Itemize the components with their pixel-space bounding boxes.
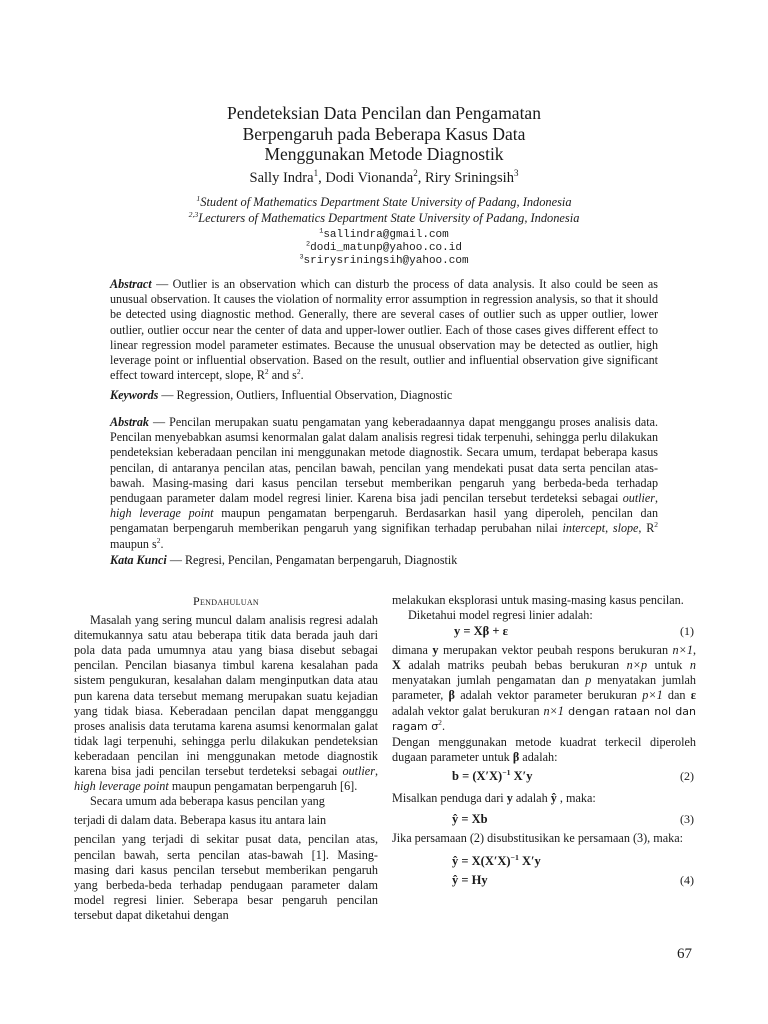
abstrak-label: Abstrak bbox=[110, 415, 149, 429]
kata-kunci-label: Kata Kunci bbox=[110, 553, 167, 567]
superscript: 2 bbox=[156, 535, 161, 545]
abstrak-text: , bbox=[654, 491, 658, 506]
math-bold: y bbox=[506, 790, 513, 805]
paragraph-text: adalah bbox=[512, 790, 551, 805]
equation-3 bbox=[392, 812, 696, 830]
superscript: 2 bbox=[654, 520, 659, 530]
paragraph bbox=[392, 735, 696, 765]
math-italic: n×1 bbox=[672, 643, 693, 658]
math-bold: y bbox=[432, 643, 439, 658]
abstrak-text: maupun s bbox=[110, 536, 157, 551]
equation-number: (2) bbox=[680, 768, 694, 783]
abstract-text: — Outlier is an observation which can disturb the process of data analysis. It also could be seen as unusual observation. It causes the violation of normality error assumption in regression analysis, so that it should be detected using diagnostic method. Generally, there are several cases of outlier such as upper outlier, lower outlier, outlier occur near the center of data and upper-lower outlier. Each of those cases gives different effect to linear regression model parameter estimates. Because the unusual observation may be detected as outlier, high leverage point or influential observation. Based on the result, outlier and influential observation give significant effect toward intercept, slope, R bbox=[110, 277, 658, 383]
paragraph-text: menyatakan jumlah pengamatan dan bbox=[392, 673, 586, 688]
abstract-indonesian bbox=[110, 415, 658, 552]
paragraph: Secara umum ada beberapa kasus pencilan yang bbox=[90, 794, 325, 809]
equation-number: (1) bbox=[680, 624, 694, 639]
abstract-english bbox=[110, 277, 658, 383]
paragraph-text: dengan rataan nol dan ragam σ bbox=[392, 704, 696, 733]
paper-title bbox=[0, 103, 768, 165]
abstrak-text: , bbox=[605, 521, 613, 536]
math-bold: β bbox=[448, 688, 455, 703]
paragraph-text: adalah vektor parameter berukuran bbox=[454, 688, 643, 703]
email-list bbox=[0, 229, 768, 268]
email-sup: 3 bbox=[299, 253, 304, 262]
abstrak-italic: slope bbox=[612, 521, 639, 536]
paragraph: terjadi di dalam data. Beberapa kasus itu antara lain bbox=[74, 813, 327, 828]
right-column bbox=[392, 593, 696, 892]
abstrak-text: — Pencilan merupakan suatu pengamatan yang keberadaannya dapat menggangu proses analisis data. Pencilan menyebabkan asumsi kenormalan galat dalam analisis regresi tidak terpenuhi, sehingga perlu dilakukan pendeteksian keberadaan pencilan ini menggunakan metode diagnostik. Secara umum, terdapat beberapa kasus pencilan, di antaranya pencilan atas, pencilan bawah, pencilan yang mendekati pusat data serta pencilan atas-bawah. Masing-masing dari kasus pencilan tersebut memberikan pengaruh yang berbeda-beda terhadap pendugaan parameter dalam model regresi linier. Karena bisa jadi pencilan tersebut terdeteksi sebagai bbox=[110, 415, 658, 506]
superscript: 2 bbox=[296, 367, 301, 377]
title-line-2: Berpengaruh pada Beberapa Kasus Data bbox=[242, 123, 526, 144]
math-italic: p bbox=[585, 673, 592, 688]
email-sup: 2 bbox=[306, 240, 311, 249]
paragraph-text: adalah vektor galat berukuran bbox=[392, 703, 544, 718]
title-line-1: Pendeteksian Data Pencilan dan Pengamatan bbox=[227, 103, 541, 123]
paragraph: melakukan eksplorasi untuk masing-masing kasus pencilan. bbox=[392, 593, 684, 607]
author-list: Sally Indra$^1$, Dodi Vionanda$^2$, Riry Sriningsih$^3$ bbox=[249, 168, 519, 186]
paragraph-text: merupakan vektor peubah respons berukuran bbox=[438, 643, 673, 658]
paragraph bbox=[74, 613, 378, 794]
equation-expr bbox=[452, 769, 532, 784]
abstract-text: . bbox=[300, 368, 304, 383]
affiliation-text: Student of Mathematics Department State University of Padang, Indonesia bbox=[200, 195, 572, 209]
math-italic: n×1 bbox=[543, 703, 564, 718]
keywords-english bbox=[110, 388, 658, 403]
math-bold: ε bbox=[690, 688, 696, 703]
math-bold: X bbox=[392, 658, 401, 673]
abstract-label: Abstract bbox=[110, 277, 152, 291]
equation-4a bbox=[392, 854, 696, 872]
paragraph: Diketahui model regresi linier adalah: bbox=[408, 608, 593, 623]
author-sup: 3 bbox=[513, 168, 519, 179]
superscript: 2 bbox=[438, 717, 442, 727]
section-heading: Pendahuluan bbox=[193, 594, 259, 608]
kata-kunci-text: — Regresi, Pencilan, Pengamatan berpengaruh, Diagnostik bbox=[166, 553, 458, 567]
affiliation-list bbox=[0, 194, 768, 226]
abstract-text: and s bbox=[268, 368, 297, 383]
equation-expr: y = Xβ + ε bbox=[454, 624, 508, 639]
paragraph-text: untuk bbox=[647, 658, 690, 673]
paragraph-italic: high leverage point bbox=[74, 779, 169, 794]
keywords-label: Keywords bbox=[110, 388, 159, 402]
superscript: −1 bbox=[510, 852, 519, 862]
equation-part: X′y bbox=[510, 768, 533, 783]
paragraph-text: , bbox=[374, 764, 378, 779]
math-bold: ŷ bbox=[550, 790, 557, 805]
paragraph bbox=[392, 791, 696, 806]
equation-part: ŷ = X(X′X) bbox=[452, 854, 511, 869]
equation-2 bbox=[392, 769, 696, 787]
equation-part: X′y bbox=[518, 854, 541, 869]
paragraph: Jika persamaan (2) disubstitusikan ke persamaan (3), maka: bbox=[392, 831, 684, 846]
abstrak-italic: high leverage point bbox=[110, 506, 214, 521]
equation-expr bbox=[452, 854, 541, 869]
author-sup: 1 bbox=[313, 168, 319, 179]
superscript: 2 bbox=[264, 367, 269, 377]
email-sup: 1 bbox=[319, 227, 324, 236]
superscript: −1 bbox=[502, 767, 511, 777]
affiliation-sup: 2,3 bbox=[188, 209, 199, 219]
affiliation-text: Lecturers of Mathematics Department State University of Padang, Indonesia bbox=[198, 211, 580, 225]
equation-expr: ŷ = Xb bbox=[452, 812, 488, 827]
page-number: 67 bbox=[677, 946, 692, 962]
paragraph-text: menyatakan jumlah parameter, bbox=[392, 673, 696, 703]
paragraph-text: . bbox=[441, 718, 445, 733]
equation-expr: ŷ = Hy bbox=[452, 873, 488, 888]
abstrak-text: , R bbox=[638, 521, 655, 536]
paragraph-text: , maka: bbox=[556, 790, 596, 805]
math-italic: p×1 bbox=[642, 688, 663, 703]
keywords-text: — Regression, Outliers, Influential Observation, Diagnostic bbox=[158, 388, 453, 402]
math-bold: β bbox=[512, 749, 520, 764]
author-name: Sally Indra bbox=[249, 170, 314, 186]
equation-number: (4) bbox=[680, 873, 694, 888]
paragraph-text: adalah matriks peubah bebas berukuran bbox=[400, 658, 627, 673]
abstrak-italic: outlier bbox=[622, 491, 655, 506]
math-italic: n bbox=[689, 658, 696, 673]
author-name: Dodi Vionanda bbox=[325, 170, 414, 186]
left-column bbox=[74, 594, 378, 923]
paragraph-text: Dengan menggunakan metode kuadrat terkecil diperoleh dugaan parameter untuk bbox=[392, 734, 696, 764]
keywords-indonesian bbox=[110, 553, 658, 568]
title-line-3: Menggunakan Metode Diagnostik bbox=[264, 144, 504, 164]
equation-number: (3) bbox=[680, 812, 694, 827]
abstrak-italic: intercept bbox=[562, 521, 606, 536]
paragraph-text: , bbox=[692, 643, 696, 658]
paragraph: pencilan yang terjadi di sekitar pusat data, pencilan atas, pencilan bawah, serta pencilan atas-bawah [1]. Masing-masing dari kasus pencilan tersebut memberikan pengaruh yang berbeda-beda terhadap pendugaan parameter dalam model regresi linier. Seberapa besar pengaruh pencilan tersebut dapat diketahui dengan bbox=[74, 832, 378, 922]
affiliation bbox=[0, 210, 768, 226]
affiliation-sup: 1 bbox=[196, 193, 201, 203]
paragraph-text: adalah: bbox=[519, 749, 558, 764]
paragraph-text: maupun pengamatan berpengaruh [6]. bbox=[168, 779, 358, 794]
email-link[interactable]: dodi_matunp@yahoo.co.id bbox=[310, 242, 462, 254]
paragraph-text: Masalah yang sering muncul dalam analisis regresi adalah ditemukannya satu atau beberapa titik data berada jauh dari pola data pada umumnya atau yang biasa disebut sebagai pencilan. Pencilan biasanya timbul karena kesalahan pada sistem pengukuran, kesalahan dalam menginputkan data atau pun karena data tersebut memang merupakan suatu kejadian yang tidak biasa. Keberadaan pencilan dapat mengganggu proses analisis data terutama karena asumsi kenormalan galat tidak lagi terpenuhi, sehingga perlu dilakukan pendeteksian keberadaan pencilan ini menggunakan metode diagnostik karena bisa jadi pencilan tersebut terdeteksi sebagai bbox=[74, 613, 378, 779]
author-sup: 2 bbox=[413, 168, 418, 179]
equation-1 bbox=[392, 624, 696, 642]
abstrak-text: . bbox=[160, 536, 164, 551]
author-name: Riry Sriningsih bbox=[424, 170, 514, 186]
email-link[interactable]: sallindra@gmail.com bbox=[323, 229, 449, 241]
email-link[interactable]: srirysriningsih@yahoo.com bbox=[303, 255, 469, 267]
paragraph bbox=[392, 643, 696, 734]
math-italic: n×p bbox=[626, 658, 648, 673]
equation-4b bbox=[392, 873, 696, 891]
affiliation bbox=[0, 194, 768, 210]
equation-part: b = (X′X) bbox=[452, 768, 503, 783]
paragraph-text: dan bbox=[662, 688, 691, 703]
paragraph-italic: outlier bbox=[342, 764, 375, 779]
abstrak-text: maupun pengamatan berpengaruh. Berdasarkan hasil yang diperoleh, pencilan dan pengamatan berpengaruh memberikan pengaruh yang signifikan terhadap perubahan nilai bbox=[110, 506, 658, 536]
paragraph-text: Misalkan penduga dari bbox=[392, 790, 507, 805]
paragraph-text: dimana bbox=[392, 643, 433, 658]
